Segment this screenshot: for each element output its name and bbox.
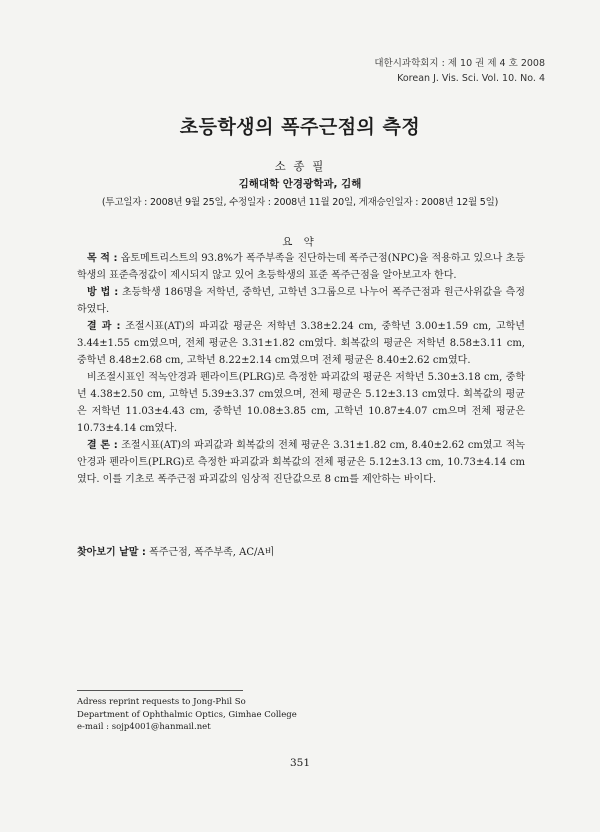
abstract-heading: 요 약: [282, 236, 318, 248]
results-text-2: 비조절시표인 적녹안경과 펜라이트(PLRG)로 측정한 파괴값의 평균은 저학년 5.30±3.18 cm, 중학년 4.38±2.50 cm, 고학년 5.39±3.37 cm였으며, 전체 평균은 5.12±3.13 cm였다. 회복값의 평균은 저학년 11.03±4.43 cm, 중학년 10.08±3.85 cm, 고학년 10.87±4.07 cm으며 전체 평균은 10.73±4.14 cm였다.: [77, 372, 525, 434]
keywords-label: 찾아보기 낱말 :: [77, 547, 146, 558]
results-text-1: 조절시표(AT)의 파괴값 평균은 저학년 3.38±2.24 cm, 중학년 3.00±1.59 cm, 고학년 3.44±1.55 cm였으며, 전체 평균은 3.31±1.82 cm였다. 회복값의 평균은 저학년 8.58±3.11 cm, 중학년 8.48±2.68 cm, 고학년 8.22±2.14 cm였으며 전체 평균은 8.40±2.62 cm였다.: [77, 321, 525, 366]
abstract-body: [77, 250, 525, 488]
footnote-divider: [77, 690, 243, 691]
abstract-purpose: [77, 250, 525, 284]
journal-header: [374, 56, 545, 86]
journal-citation-korean: 대한시과학회지 : 제 10 권 제 4 호 2008: [374, 58, 545, 69]
author-name: 소 종 필: [274, 159, 326, 173]
abstract-results: [77, 318, 525, 369]
abstract-methods: [77, 284, 525, 318]
footnote-department: Department of Ophthalmic Optics, Gimhae College: [77, 709, 297, 720]
abstract-conclusion: [77, 437, 525, 488]
page-number: 351: [289, 757, 311, 769]
footnote-reprint: Adress reprint requests to Jong-Phil So: [77, 697, 246, 707]
footnote-email: e-mail : sojp4001@hanmail.net: [77, 722, 211, 732]
keywords: [77, 544, 525, 561]
methods-label: 방 법 :: [87, 287, 119, 298]
footnote: [77, 696, 297, 734]
methods-text: 초등학생 186명을 저학년, 중학년, 고학년 3그룹으로 나누어 폭주근점과 원근사위값을 측정하였다.: [77, 287, 525, 315]
conclusion-text: 조절시표(AT)의 파괴값과 회복값의 전체 평균은 3.31±1.82 cm, 8.40±2.62 cm였고 적녹안경과 펜라이트(PLRG)로 측정한 파괴값과 회복값의 전체 평균은 5.12±3.13 cm, 10.73±4.14 cm였다. 이를 기초로 폭주근점 파괴값의 임상적 진단값으로 8 cm를 제안하는 바이다.: [77, 440, 525, 485]
author-affiliation: 김해대학 안경광학과, 김해: [238, 178, 362, 190]
purpose-text: 옵토메트리스트의 93.8%가 폭주부족을 진단하는데 폭주근점(NPC)을 적용하고 있으나 초등학생의 표준측정값이 제시되지 않고 있어 초등학생의 표준 폭주근점을 알아보고자 한다.: [77, 253, 525, 281]
purpose-label: 목 적 :: [87, 253, 118, 264]
keywords-text: 폭주근점, 폭주부족, AC/A비: [149, 547, 275, 558]
conclusion-label: 결 론 :: [87, 440, 118, 451]
paper-title: 초등학생의 폭주근점의 측정: [179, 116, 421, 138]
abstract-results-continued: [77, 369, 525, 437]
journal-citation-english: Korean J. Vis. Sci. Vol. 10. No. 4: [397, 73, 545, 84]
results-label: 결 과 :: [87, 321, 121, 332]
submission-dates: (투고일자 : 2008년 9월 25일, 수정일자 : 2008년 11월 20일, 게재승인일자 : 2008년 12월 5일): [101, 197, 499, 208]
